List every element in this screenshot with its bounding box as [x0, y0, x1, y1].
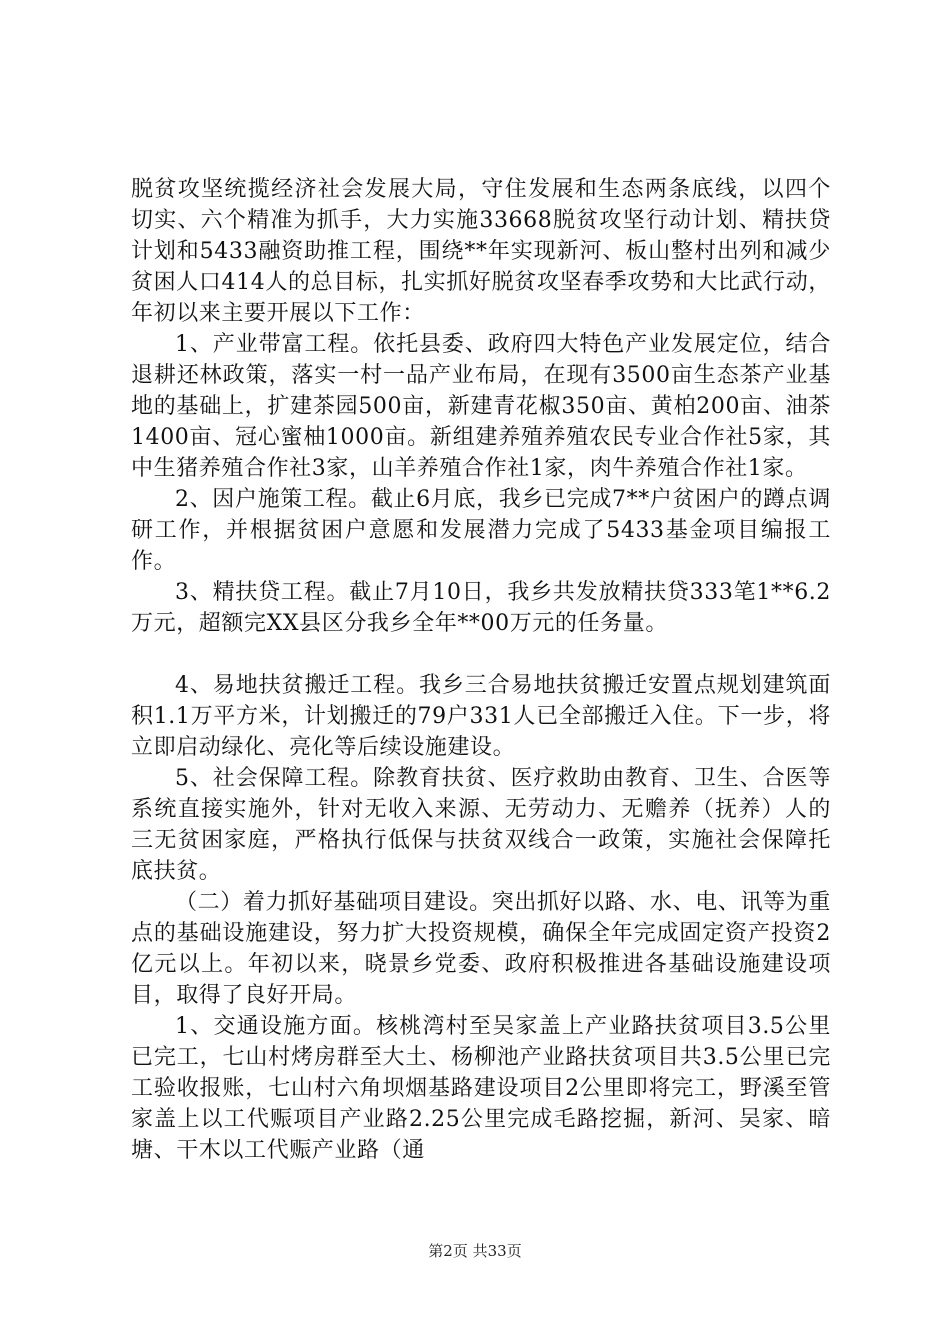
document-body — [131, 174, 831, 1166]
paragraph-infrastructure: （二）着力抓好基础项目建设。突出抓好以路、水、电、讯等为重点的基础设施建设，努力扩大投资规模，确保全年完成固定资产投资2亿元以上。年初以来，晓景乡党委、政府积极推进各基础设施建设项目，取得了良好开局。 — [131, 890, 831, 1008]
paragraph-loan: 3、精扶贷工程。截止7月10日，我乡共发放精扶贷333笔1**6.2万元，超额完XX县区分我乡全年**00万元的任务量。 — [131, 580, 831, 636]
paragraph-transport: 1、交通设施方面。核桃湾村至吴家盖上产业路扶贫项目3.5公里已完工，七山村烤房群至大土、杨柳池产业路扶贫项目共3.5公里已完工验收报账，七山村六角坝烟基路建设项目2公里即将完工，野溪至管家盖上以工代赈项目产业路2.25公里完成毛路挖掘，新河、吴家、暗塘、干木以工代赈产业路（通 — [131, 1014, 831, 1163]
paragraph-industry: 1、产业带富工程。依托县委、政府四大特色产业发展定位，结合退耕还林政策，落实一村一品产业布局，在现有3500亩生态茶产业基地的基础上，扩建茶园500亩，新建青花椒350亩、黄柏200亩、油茶1400亩、冠心蜜柚1000亩。新组建养殖养殖农民专业合作社5家，其中生猪养殖合作社3家，山羊养殖合作社1家，肉牛养殖合作社1家。 — [131, 332, 831, 481]
paragraph-household-policy: 2、因户施策工程。截止6月底，我乡已完成7**户贫困户的蹲点调研工作，并根据贫困户意愿和发展潜力完成了5433基金项目编报工作。 — [131, 487, 831, 574]
paragraph-social-security: 5、社会保障工程。除教育扶贫、医疗救助由教育、卫生、合医等系统直接实施外，针对无收入来源、无劳动力、无赡养（抚养）人的三无贫困家庭，严格执行低保与扶贫双线合一政策，实施社会保障托底扶贫。 — [131, 766, 831, 884]
paragraph-intro: 脱贫攻坚统揽经济社会发展大局，守住发展和生态两条底线，以四个切实、六个精准为抓手，大力实施33668脱贫攻坚行动计划、精扶贷计划和5433融资助推工程，围绕**年实现新河、板山整村出列和减少贫困人口414人的总目标，扎实抓好脱贫攻坚春季攻势和大比武行动，年初以来主要开展以下工作： — [131, 177, 831, 326]
page-footer: 第2页 共33页 — [428, 1242, 522, 1260]
paragraph-relocation: 4、易地扶贫搬迁工程。我乡三合易地扶贫搬迁安置点规划建筑面积1.1万平方米，计划搬迁的79户331人已全部搬迁入住。下一步，将立即启动绿化、亮化等后续设施建设。 — [131, 673, 831, 760]
